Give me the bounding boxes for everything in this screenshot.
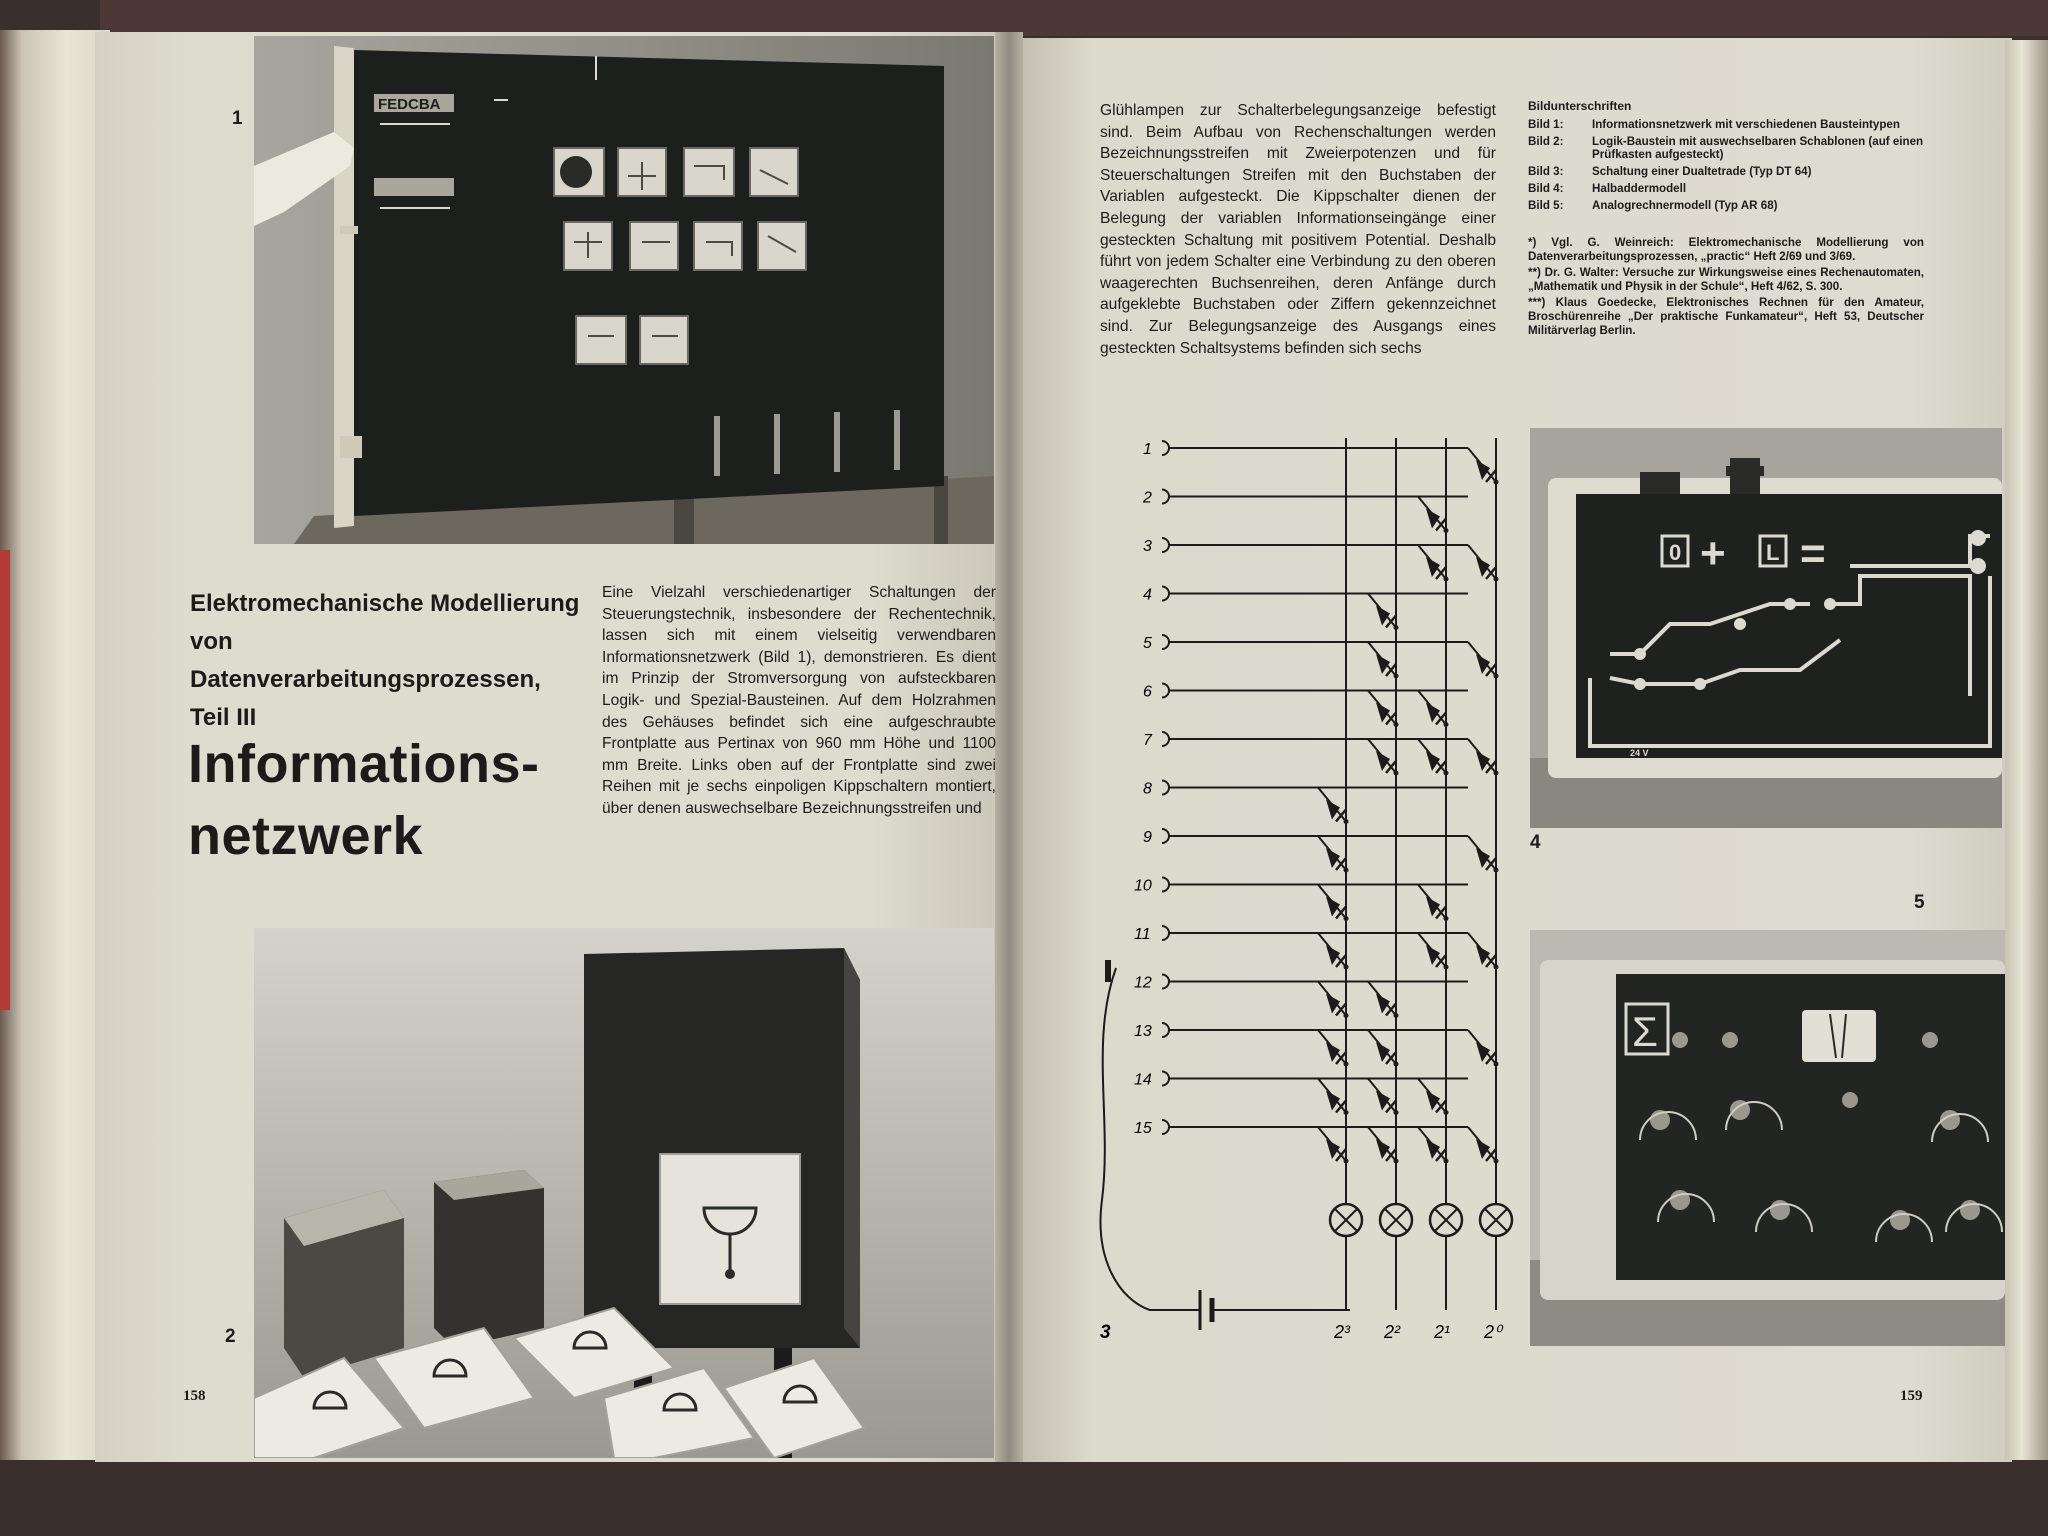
figure-2-photo	[254, 928, 994, 1458]
junction-dot	[1394, 1159, 1399, 1164]
caption-row	[1528, 118, 1924, 135]
input-socket-icon	[1162, 878, 1169, 892]
junction-dot	[1494, 868, 1499, 873]
input-socket-icon	[1162, 926, 1169, 940]
right-page-number: 159	[1900, 1388, 1923, 1404]
caption-row	[1528, 182, 1924, 199]
diode-icon	[1326, 897, 1340, 917]
diode-icon	[1376, 751, 1390, 771]
input-socket-icon	[1162, 441, 1169, 455]
title-line-1: Informations-	[188, 734, 540, 794]
lamp-cross	[1485, 1209, 1507, 1231]
diode-icon	[1326, 1042, 1340, 1062]
voltage-label: 24 V	[1630, 748, 1649, 758]
column-label: 2¹	[1434, 1322, 1451, 1342]
column-label: 2³	[1334, 1322, 1351, 1342]
input-socket-icon	[1162, 732, 1169, 746]
junction-dot	[1444, 1159, 1449, 1164]
book-cover-top	[100, 0, 2048, 36]
caption-text: Halbaddermodell	[1592, 182, 1687, 195]
junction-dot	[1444, 965, 1449, 970]
caption-text: Logik-Baustein mit auswechselbaren Schablonen (auf einen Prüfkasten aufgesteckt)	[1592, 135, 1924, 161]
footnotes	[1528, 236, 1924, 338]
circuit-columns	[1333, 438, 1504, 1342]
diode-icon	[1376, 1139, 1390, 1159]
row-label: 3	[1143, 538, 1152, 555]
junction-dot	[1394, 1062, 1399, 1067]
marker-bar	[1105, 960, 1111, 982]
left-page-number: 158	[183, 1388, 206, 1404]
diode-icon	[1426, 703, 1440, 723]
sigma-symbol: Σ	[1632, 1008, 1658, 1055]
row-label: 9	[1143, 829, 1152, 846]
diode-icon	[1426, 1139, 1440, 1159]
book-gutter	[995, 32, 1023, 1462]
left-page-stack	[0, 30, 110, 1460]
right-body-paragraph: Glühlampen zur Schalterbelegungsanzeige befestigt sind. Beim Aufbau von Rechenschaltungen werden Bezeichnungsstreifen mit Zweierpotenzen und für Steuerschaltungen Streifen mit den Buchstaben der Variablen aufgesteckt. Die Kippschalter dienen der Belegung der variablen Informationseingänge einer gesteckten Schaltung mit positivem Potential. Deshalb führt von jedem Schalter eine Verbindung zu den oberen waagerechten Buchsenreihen, deren Anfänge durch aufgeklebte Buchstaben oder Ziffern gekennzeichnet sind. Zur Belegungsanzeige des Ausgangs eines gesteckten Schaltsystems befinden sich sechs	[1100, 102, 1496, 357]
input-socket-icon	[1162, 975, 1169, 989]
figure-captions	[1528, 99, 1924, 340]
diode-icon	[1476, 557, 1490, 577]
figure-1-number: 1	[232, 108, 243, 129]
left-body-paragraph: Eine Vielzahl verschiedenartiger Schaltungen der Steuerungstechnik, insbesondere der Rechentechnik, lassen sich mit einem vielseitig verwendbaren Informationsnetzwerk (Bild 1), demonstrieren. Es dient im Prinzip der Stromversorgung von aufsteckbaren Logik- und Spezial-Bausteinen. Auf dem Holzrahmen des Gehäuses befindet sich eine aufgeschraubte Frontplatte aus Pertinax von 960 mm Höhe und 1100 mm Breite. Links oben auf der Frontplatte sind zwei Reihen mit je sechs einpoligen Kippschaltern montiert, über denen auswechselbare Bezeichnungsstreifen und	[602, 584, 996, 817]
subheading-line-1: Elektromechanische Modellierung	[190, 590, 580, 617]
row-label: 5	[1143, 635, 1152, 652]
junction-dot	[1344, 1062, 1349, 1067]
input-socket-icon	[1162, 538, 1169, 552]
junction-dot	[1494, 577, 1499, 582]
title-line-2: netzwerk	[188, 806, 424, 866]
diode-icon	[1326, 994, 1340, 1014]
junction-dot	[1444, 771, 1449, 776]
caption-row	[1528, 199, 1924, 216]
input-socket-icon	[1162, 490, 1169, 504]
junction-dot	[1494, 674, 1499, 679]
caption-row	[1528, 135, 1924, 165]
input-socket-icon	[1162, 1120, 1169, 1134]
caption-key: Bild 5:	[1528, 199, 1564, 212]
row-label: 2	[1143, 489, 1152, 507]
lamp-cross	[1385, 1209, 1407, 1231]
junction-dot	[1344, 916, 1349, 921]
caption-key: Bild 2:	[1528, 135, 1564, 148]
input-socket-icon	[1162, 1023, 1169, 1037]
figure-1-photo	[254, 36, 994, 544]
right-body-column	[1100, 100, 1496, 359]
junction-dot	[1444, 722, 1449, 727]
junction-dot	[1444, 577, 1449, 582]
diode-icon	[1326, 848, 1340, 868]
figure-3-circuit-diagram	[1090, 420, 1520, 1360]
diode-icon	[1426, 557, 1440, 577]
footnote-3: ***) Klaus Goedecke, Elektronisches Rechnen für den Amateur, Broschürenreihe „Der praktische Funkamateur“, Heft 53, Deutscher Militärverlag Berlin.	[1528, 296, 1924, 337]
diode-icon	[1476, 1139, 1490, 1159]
row-label: 6	[1143, 683, 1152, 701]
input-socket-icon	[1162, 781, 1169, 795]
junction-dot	[1494, 1062, 1499, 1067]
diode-icon	[1476, 460, 1490, 480]
equals-symbol: =	[1800, 529, 1826, 578]
left-body-column	[602, 582, 996, 820]
caption-row	[1528, 165, 1924, 182]
article-subheading	[190, 585, 590, 737]
row-label: 14	[1134, 1071, 1152, 1089]
caption-key: Bild 3:	[1528, 165, 1564, 178]
subheading-line-3: Teil III	[190, 704, 257, 731]
switch-row-letters: FEDCBA	[378, 96, 441, 113]
figure-4-photo	[1530, 428, 2002, 828]
row-label: 4	[1143, 586, 1152, 604]
diode-icon	[1426, 945, 1440, 965]
row-label: 12	[1134, 974, 1152, 992]
junction-dot	[1444, 528, 1449, 533]
lamp-cross	[1435, 1209, 1457, 1231]
figure-2-number: 2	[225, 1326, 236, 1347]
lamp-cross	[1335, 1209, 1357, 1231]
diode-icon	[1376, 703, 1390, 723]
row-label: 1	[1143, 441, 1152, 458]
footnote-2: **) Dr. G. Walter: Versuche zur Wirkungsweise eines Rechenautomaten, „Mathematik und Physik in der Schule“, Heft 4/62, S. 300.	[1528, 266, 1924, 293]
input-b-symbol: L	[1766, 540, 1780, 565]
junction-dot	[1394, 674, 1399, 679]
row-label: 11	[1134, 926, 1151, 943]
junction-dot	[1444, 916, 1449, 921]
diode-icon	[1476, 1042, 1490, 1062]
junction-dot	[1394, 1110, 1399, 1115]
diode-icon	[1376, 1091, 1390, 1111]
caption-text: Informationsnetzwerk mit verschiedenen Bausteintypen	[1592, 118, 1900, 131]
figure-4-number: 4	[1530, 832, 1541, 853]
row-label: 15	[1134, 1120, 1152, 1137]
diode-icon	[1376, 994, 1390, 1014]
junction-dot	[1394, 1013, 1399, 1018]
diode-icon	[1326, 945, 1340, 965]
input-socket-icon	[1162, 587, 1169, 601]
circuit-lamps	[1330, 1204, 1512, 1236]
diode-icon	[1326, 1139, 1340, 1159]
input-socket-icon	[1162, 635, 1169, 649]
subheading-line-2: von Datenverarbeitungsprozessen,	[190, 628, 541, 693]
figure-3-number: 3	[1100, 1322, 1111, 1343]
battery-loop-wire	[1101, 968, 1350, 1310]
bookmark-ribbon	[0, 550, 10, 1010]
junction-dot	[1394, 625, 1399, 630]
junction-dot	[1494, 1159, 1499, 1164]
diode-icon	[1476, 654, 1490, 674]
captions-title: Bildunterschriften	[1528, 99, 1632, 113]
diode-icon	[1426, 509, 1440, 529]
caption-key: Bild 4:	[1528, 182, 1564, 195]
junction-dot	[1494, 771, 1499, 776]
diode-icon	[1326, 1091, 1340, 1111]
input-a-symbol: 0	[1669, 540, 1682, 565]
captions-table	[1528, 118, 1924, 216]
column-label: 2²	[1384, 1322, 1401, 1342]
diode-icon	[1426, 751, 1440, 771]
row-label: 13	[1134, 1023, 1152, 1040]
article-title	[188, 728, 588, 872]
junction-dot	[1394, 771, 1399, 776]
row-label: 8	[1143, 780, 1152, 798]
input-socket-icon	[1162, 684, 1169, 698]
figure-5-photo	[1530, 930, 2005, 1346]
diode-icon	[1476, 945, 1490, 965]
junction-dot	[1444, 1110, 1449, 1115]
diode-icon	[1476, 751, 1490, 771]
row-label: 7	[1143, 732, 1152, 749]
junction-dot	[1344, 868, 1349, 873]
junction-dot	[1494, 965, 1499, 970]
input-socket-icon	[1162, 829, 1169, 843]
junction-dot	[1344, 965, 1349, 970]
caption-text: Analogrechnermodell (Typ AR 68)	[1592, 199, 1778, 212]
junction-dot	[1344, 819, 1349, 824]
diode-icon	[1426, 897, 1440, 917]
junction-dot	[1394, 722, 1399, 727]
junction-dot	[1494, 480, 1499, 485]
diode-icon	[1376, 1042, 1390, 1062]
input-socket-icon	[1162, 1072, 1169, 1086]
junction-dot	[1344, 1110, 1349, 1115]
caption-key: Bild 1:	[1528, 118, 1564, 131]
diode-icon	[1376, 606, 1390, 626]
plus-symbol: +	[1700, 529, 1726, 578]
diode-icon	[1376, 654, 1390, 674]
row-label: 10	[1134, 877, 1152, 895]
column-label: 2⁰	[1484, 1322, 1502, 1342]
junction-dot	[1344, 1013, 1349, 1018]
diode-icon	[1426, 1091, 1440, 1111]
figure-5-number: 5	[1914, 892, 1925, 913]
right-page-stack	[2005, 40, 2048, 1460]
caption-text: Schaltung einer Dualtetrade (Typ DT 64)	[1592, 165, 1812, 178]
diode-icon	[1326, 800, 1340, 820]
footnote-1: *) Vgl. G. Weinreich: Elektromechanische Modellierung von Datenverarbeitungsprozessen, „practic“ Heft 2/69 und 3/69.	[1528, 236, 1924, 263]
diode-icon	[1476, 848, 1490, 868]
junction-dot	[1344, 1159, 1349, 1164]
